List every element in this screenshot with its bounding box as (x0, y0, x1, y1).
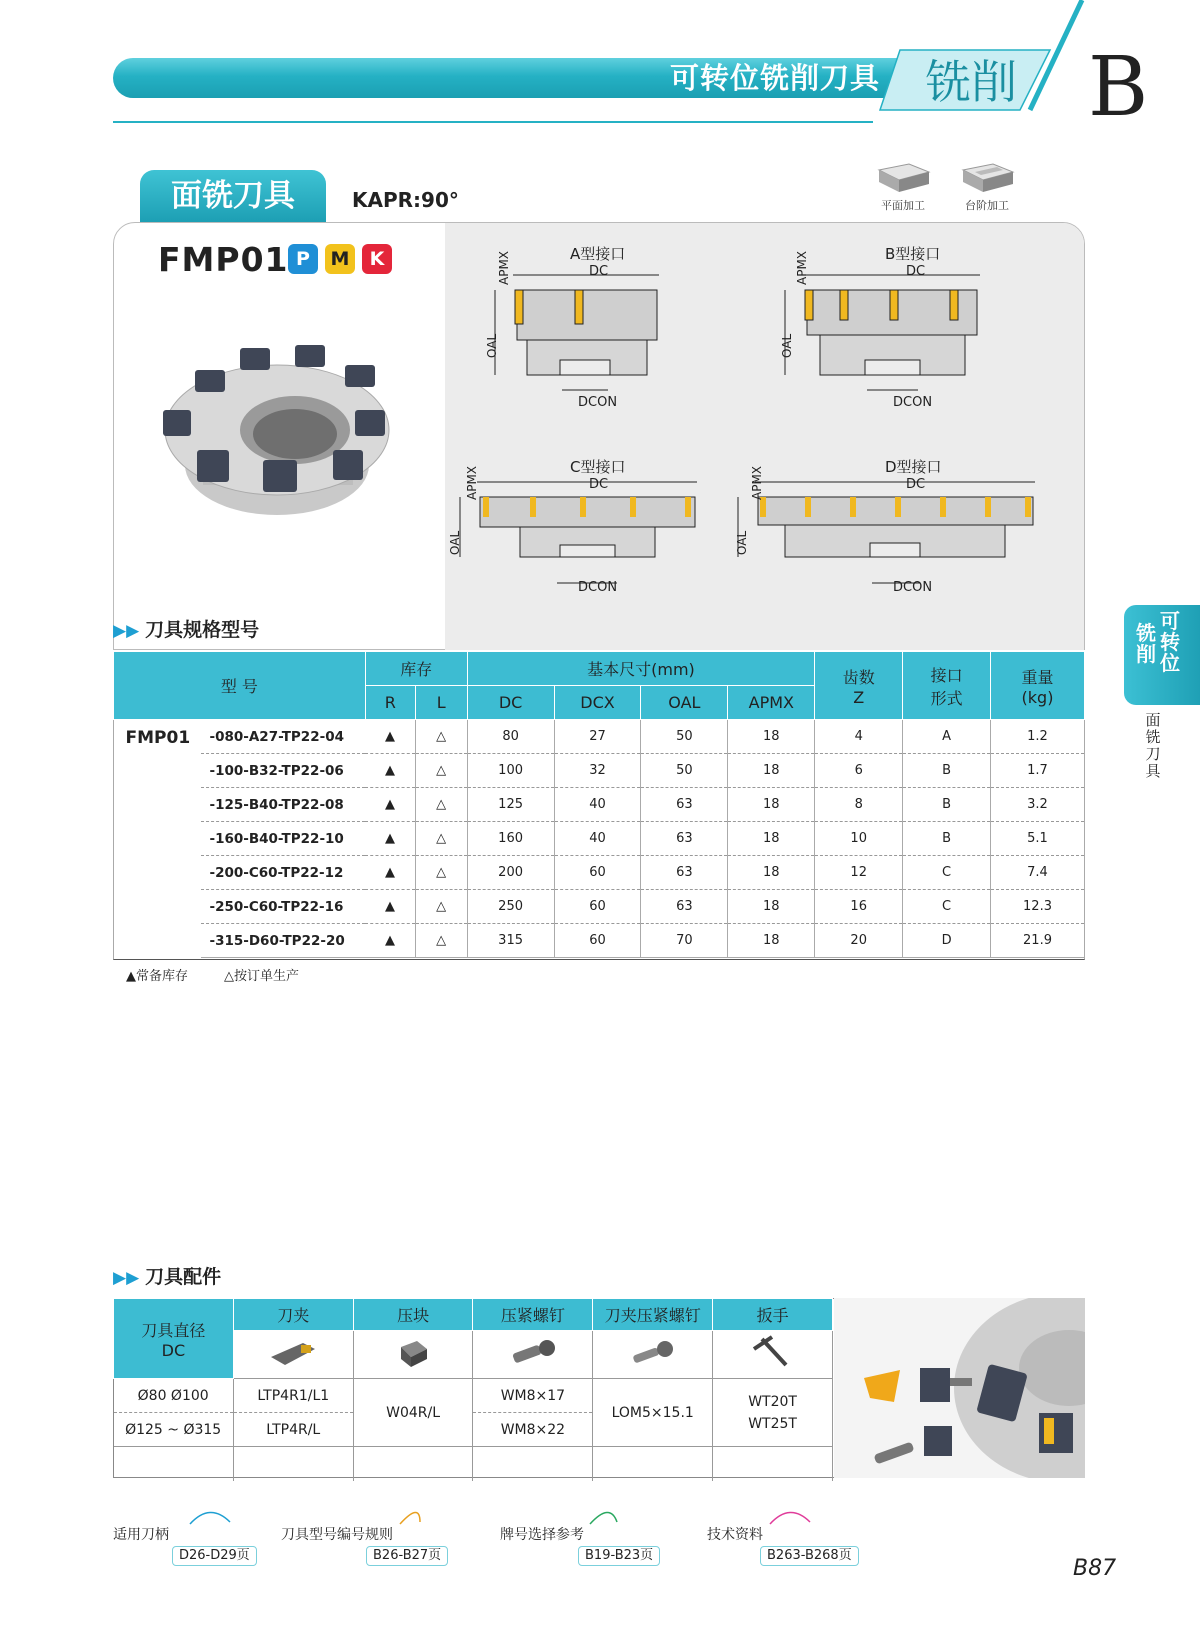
row-l: △ (415, 890, 467, 924)
interface-diagrams (445, 235, 1084, 615)
acc-r1-dia: Ø80 Ø100 (114, 1379, 234, 1413)
row-iface: C (903, 856, 991, 890)
row-z: 16 (815, 890, 903, 924)
row-apmx: 18 (728, 856, 815, 890)
row-dc: 125 (467, 788, 554, 822)
th-dims: 基本尺寸(mm) (467, 652, 815, 686)
row-apmx: 18 (728, 754, 815, 788)
row-model: -125-B40-TP22-08 (201, 788, 365, 822)
row-l: △ (415, 720, 467, 754)
side-subcategory: 面铣刀具 (1145, 711, 1161, 780)
row-apmx: 18 (728, 924, 815, 958)
step-surface-icon (957, 160, 1017, 194)
row-iface: D (903, 924, 991, 958)
th-weight-l1: 重量 (1021, 667, 1054, 687)
th-stock: 库存 (365, 652, 467, 686)
th-model: 型 号 (114, 652, 366, 720)
row-r: ▲ (365, 788, 415, 822)
row-model: -100-B32-TP22-06 (201, 754, 365, 788)
row-z: 12 (815, 856, 903, 890)
header-underline (113, 121, 873, 123)
ref-label-3: 牌号选择参考 (500, 1527, 584, 1543)
cutter-product-image (155, 330, 400, 530)
row-z: 10 (815, 822, 903, 856)
diagram-a-dc: DC (589, 264, 609, 279)
legend-stock: ▲常备库存 (126, 969, 188, 984)
th-r: R (365, 686, 415, 720)
acc-r2-screw: WM8×22 (473, 1413, 593, 1447)
row-oal: 63 (641, 822, 728, 856)
row-dc: 200 (467, 856, 554, 890)
stock-legend (126, 965, 299, 984)
th-iface-l1: 接口 (930, 665, 963, 685)
row-model: -315-D60-TP22-20 (201, 924, 365, 958)
table-row (114, 788, 1085, 822)
row-l: △ (415, 822, 467, 856)
double-arrow-icon: ▶▶ (113, 1268, 140, 1288)
row-apmx: 18 (728, 890, 815, 924)
acc-th-screw: 压紧螺钉 (473, 1299, 593, 1331)
row-iface: C (903, 890, 991, 924)
accessory-table (113, 1298, 833, 1481)
th-dcx: DCX (554, 686, 641, 720)
th-weight (991, 652, 1085, 720)
acc-th-wrench: 扳手 (713, 1299, 833, 1331)
diagram-c-title: C型接口 (570, 458, 626, 476)
material-p-badge: P (288, 244, 318, 274)
acc-r1-screw: WM8×17 (473, 1379, 593, 1413)
process-step-label: 台阶加工 (965, 199, 1009, 212)
diagram-a-title: A型接口 (570, 245, 626, 263)
row-dcx: 60 (554, 890, 641, 924)
table-row (114, 720, 1085, 754)
table-row (114, 754, 1085, 788)
ref-page-2[interactable]: B26-B27页 (366, 1546, 448, 1566)
diagram-b-dc: DC (906, 264, 926, 279)
row-oal: 50 (641, 720, 728, 754)
flat-surface-icon (873, 160, 933, 194)
acc-wrench-1: WT20T (748, 1393, 797, 1410)
row-r: ▲ (365, 754, 415, 788)
row-oal: 63 (641, 788, 728, 822)
row-dcx: 60 (554, 924, 641, 958)
header-title: 可转位铣削刀具 (669, 61, 880, 95)
diagram-d-apmx: APMX (750, 465, 764, 500)
diagram-b-oal: OAL (780, 333, 794, 358)
spec-table (113, 651, 1085, 958)
row-r: ▲ (365, 890, 415, 924)
row-kg: 1.2 (991, 720, 1085, 754)
row-model: -200-C60-TP22-12 (201, 856, 365, 890)
row-oal: 63 (641, 890, 728, 924)
row-dc: 80 (467, 720, 554, 754)
th-l: L (415, 686, 467, 720)
accessories-heading (113, 1262, 221, 1289)
holder-screw-icon (593, 1331, 713, 1379)
header-category: 铣削 (925, 55, 1017, 109)
row-kg: 21.9 (991, 924, 1085, 958)
row-apmx: 18 (728, 788, 815, 822)
row-l: △ (415, 856, 467, 890)
accessory-assembly-image (834, 1298, 1085, 1478)
ref-label-2: 刀具型号编号规则 (281, 1527, 393, 1543)
material-m-badge: M (325, 244, 355, 274)
diagram-d-oal: OAL (735, 530, 749, 555)
row-z: 6 (815, 754, 903, 788)
row-r: ▲ (365, 720, 415, 754)
row-r: ▲ (365, 822, 415, 856)
kapr-label: KAPR:90° (352, 188, 459, 212)
diagram-a-dcon: DCON (578, 395, 618, 410)
page-number: B87 (1073, 1556, 1117, 1581)
acc-wrench-2: WT25T (748, 1415, 797, 1432)
row-model: -080-A27-TP22-04 (201, 720, 365, 754)
ref-page-4[interactable]: B263-B268页 (760, 1546, 859, 1566)
row-dcx: 60 (554, 856, 641, 890)
acc-th-holder-screw: 刀夹压紧螺钉 (593, 1299, 713, 1331)
diagram-b-dcon: DCON (893, 395, 933, 410)
material-k-badge: K (362, 244, 392, 274)
product-model: FMP01 (158, 240, 289, 279)
acc-r2-holder: LTP4R/L (233, 1413, 353, 1447)
row-apmx: 18 (728, 822, 815, 856)
row-iface: B (903, 788, 991, 822)
diagram-d-dcon: DCON (893, 580, 933, 595)
acc-holder-screw: LOM5×15.1 (593, 1379, 713, 1447)
legend-order: △按订单生产 (224, 969, 299, 984)
row-apmx: 18 (728, 720, 815, 754)
row-r: ▲ (365, 924, 415, 958)
row-l: △ (415, 754, 467, 788)
row-oal: 50 (641, 754, 728, 788)
diagram-a-apmx: APMX (497, 250, 511, 285)
side-category-tab (1124, 605, 1200, 705)
wrench-icon (713, 1331, 833, 1379)
row-dc: 250 (467, 890, 554, 924)
diagram-a-oal: OAL (485, 333, 499, 358)
row-l: △ (415, 788, 467, 822)
th-iface-l2: 形式 (930, 688, 963, 708)
process-flat (868, 160, 938, 213)
row-iface: B (903, 754, 991, 788)
acc-wrench (713, 1379, 833, 1447)
row-iface: B (903, 822, 991, 856)
accessories-heading-text: 刀具配件 (145, 1266, 222, 1288)
th-teeth (815, 652, 903, 720)
table-row (114, 822, 1085, 856)
acc-th-dia (114, 1299, 234, 1379)
table-row (114, 924, 1085, 958)
process-flat-label: 平面加工 (881, 199, 925, 212)
ref-label-4: 技术资料 (707, 1527, 763, 1543)
row-kg: 1.7 (991, 754, 1085, 788)
specs-heading-text: 刀具规格型号 (145, 619, 260, 641)
row-oal: 70 (641, 924, 728, 958)
acc-th-holder: 刀夹 (233, 1299, 353, 1331)
row-model: -250-C60-TP22-16 (201, 890, 365, 924)
diagram-b-title: B型接口 (885, 245, 941, 263)
acc-r1-holder: LTP4R1/L1 (233, 1379, 353, 1413)
row-kg: 7.4 (991, 856, 1085, 890)
double-arrow-icon: ▶▶ (113, 621, 140, 641)
row-z: 4 (815, 720, 903, 754)
ref-curve-arrows (180, 1500, 880, 1530)
th-teeth-l2: Z (853, 687, 865, 707)
specs-heading (113, 615, 259, 642)
diagram-c-dcon: DCON (578, 580, 618, 595)
acc-th-clamp: 压块 (353, 1299, 473, 1331)
process-step (952, 160, 1022, 213)
row-dc: 315 (467, 924, 554, 958)
row-kg: 12.3 (991, 890, 1085, 924)
acc-th-dia-l2: DC (161, 1340, 186, 1360)
acc-th-dia-l1: 刀具直径 (141, 1320, 206, 1340)
screw-icon (473, 1331, 593, 1379)
th-oal: OAL (641, 686, 728, 720)
ref-page-1[interactable]: D26-D29页 (172, 1546, 257, 1566)
side-tab-col1: 铣削 (1136, 621, 1156, 666)
diagram-d-title: D型接口 (885, 458, 942, 476)
row-kg: 5.1 (991, 822, 1085, 856)
th-weight-l2: (kg) (1021, 687, 1054, 707)
row-r: ▲ (365, 856, 415, 890)
table-row (114, 890, 1085, 924)
acc-r2-dia: Ø125 ~ Ø315 (114, 1413, 234, 1447)
clamp-block-icon (353, 1331, 473, 1379)
row-oal: 63 (641, 856, 728, 890)
diagram-d-dc: DC (906, 477, 926, 492)
row-dc: 100 (467, 754, 554, 788)
row-kg: 3.2 (991, 788, 1085, 822)
row-dcx: 27 (554, 720, 641, 754)
diagram-c-apmx: APMX (465, 465, 479, 500)
acc-clamp: W04R/L (353, 1379, 473, 1447)
diagram-c-dc: DC (589, 477, 609, 492)
row-dcx: 32 (554, 754, 641, 788)
th-teeth-l1: 齿数 (842, 667, 875, 687)
row-iface: A (903, 720, 991, 754)
side-tab-col2: 可转位 (1160, 609, 1180, 675)
table-row (114, 856, 1085, 890)
th-iface (903, 652, 991, 720)
ref-label-1: 适用刀柄 (113, 1527, 169, 1543)
diagram-c-oal: OAL (448, 530, 462, 555)
ref-page-3[interactable]: B19-B23页 (578, 1546, 660, 1566)
th-dc: DC (467, 686, 554, 720)
row-dc: 160 (467, 822, 554, 856)
row-z: 20 (815, 924, 903, 958)
row-z: 8 (815, 788, 903, 822)
holder-icon (233, 1331, 353, 1379)
diagram-b-apmx: APMX (795, 250, 809, 285)
family-name: FMP01 (125, 728, 191, 748)
row-model: -160-B40-TP22-10 (201, 822, 365, 856)
th-apmx: APMX (728, 686, 815, 720)
section-tab: 面铣刀具 (140, 170, 326, 222)
row-dcx: 40 (554, 822, 641, 856)
row-l: △ (415, 924, 467, 958)
header-letter: B (1088, 40, 1149, 135)
row-dcx: 40 (554, 788, 641, 822)
